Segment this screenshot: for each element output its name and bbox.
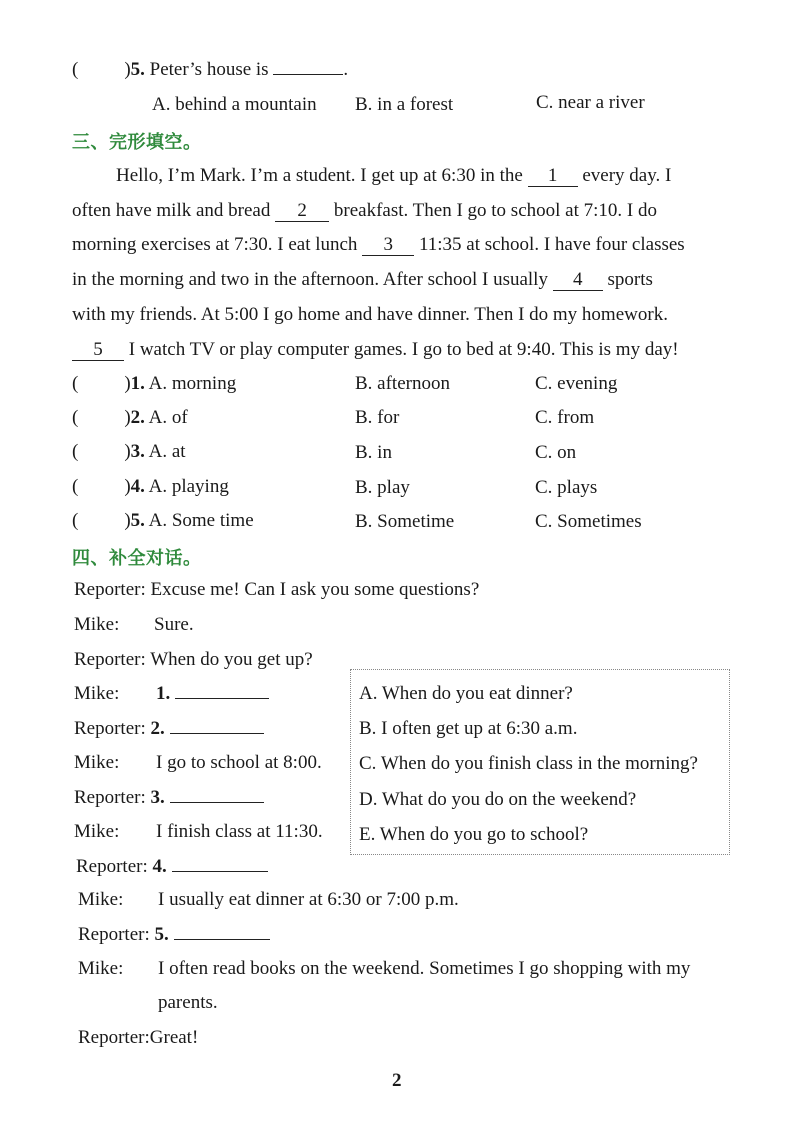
cloze-option-c: C. plays: [535, 477, 598, 498]
dialogue-line: Reporter: 2.: [74, 717, 264, 741]
dialogue-text: I finish class at 11:30.: [156, 821, 323, 842]
dialogue-text: I usually eat dinner at 6:30 or 7:00 p.m.: [158, 889, 459, 910]
passage-line-3: morning exercises at 7:30. I eat lunch 3 11:35 at school. I have four classes: [72, 234, 685, 255]
cloze-question-5: ( )5. A. Some time: [72, 510, 254, 531]
dialogue-line: Mike:: [78, 958, 124, 979]
answer-blank: [170, 802, 264, 803]
dialogue-text: Sure.: [154, 614, 194, 635]
dialogue-option-a: A. When do you eat dinner?: [359, 683, 573, 704]
question-text: Peter’s house is: [149, 59, 269, 80]
passage-line-6: 5 I watch TV or play computer games. I go to bed at 9:40. This is my day!: [72, 338, 679, 362]
passage-blank-3: 3: [362, 235, 414, 256]
dialogue-line: Mike:: [78, 889, 124, 910]
passage-line-4: in the morning and two in the afternoon. After school I usually 4 sports: [72, 269, 653, 290]
passage-blank-2: 2: [275, 201, 329, 222]
cloze-question-1: ( )1. A. morning: [72, 373, 237, 394]
option-b: B. in a forest: [355, 94, 454, 115]
cloze-option-c: C. from: [535, 407, 595, 428]
dialogue-text: I go to school at 8:00.: [156, 752, 322, 773]
dialogue-line: Mike:: [74, 683, 120, 704]
passage-blank-1: 1: [528, 166, 578, 187]
answer-blank: [174, 939, 270, 940]
cloze-option-b: B. for: [355, 407, 400, 428]
dialogue-line: Reporter: 3.: [74, 786, 264, 810]
dialogue-line: Mike:: [74, 821, 120, 842]
cloze-question-3: ( )3. A. at: [72, 441, 186, 462]
dialogue-line: Reporter: 4.: [76, 855, 268, 879]
answer-paren-open: (: [72, 59, 79, 80]
cloze-option-c: C. evening: [535, 373, 618, 394]
section-heading-dialogue: 四、补全对话。: [72, 548, 202, 569]
dialogue-line: Reporter: 5.: [78, 923, 270, 947]
answer-paren-close: ): [124, 59, 131, 80]
section-heading-cloze: 三、完形填空。: [72, 132, 202, 153]
answer-blank: [172, 871, 268, 872]
passage-line-2: often have milk and bread 2 breakfast. Then I go to school at 7:10. I do: [72, 200, 657, 221]
passage-line-5: with my friends. At 5:00 I go home and have dinner. Then I do my homework.: [72, 304, 668, 325]
dialogue-option-b: B. I often get up at 6:30 a.m.: [359, 718, 578, 739]
dialogue-line: Reporter: Excuse me! Can I ask you some questions?: [74, 579, 480, 600]
cloze-option-b: B. Sometime: [355, 511, 455, 532]
cloze-question-4: ( )4. A. playing: [72, 476, 229, 497]
answer-blank: [170, 733, 264, 734]
dialogue-blank-1: 1.: [156, 682, 269, 706]
answer-blank: [273, 74, 343, 75]
dialogue-line: Reporter: When do you get up?: [74, 649, 313, 670]
cloze-option-c: C. on: [535, 442, 577, 463]
cloze-option-b: B. afternoon: [355, 373, 450, 394]
dialogue-line: Mike:: [74, 752, 120, 773]
dialogue-line: Reporter:Great!: [78, 1027, 199, 1048]
dialogue-text: I often read books on the weekend. Sometimes I go shopping with my: [158, 958, 691, 979]
cloze-question-2: ( )2. A. of: [72, 407, 188, 428]
cloze-option-b: B. play: [355, 477, 410, 498]
dialogue-option-d: D. What do you do on the weekend?: [359, 789, 637, 810]
cloze-option-c: C. Sometimes: [535, 511, 642, 532]
question-5-stem: ( )5. Peter’s house is .: [72, 59, 349, 80]
page-number: 2: [392, 1070, 402, 1091]
cloze-option-b: B. in: [355, 442, 392, 463]
option-c: C. near a river: [536, 92, 645, 113]
passage-blank-5: 5: [72, 340, 124, 361]
question-number: 5.: [130, 59, 145, 80]
option-a: A. behind a mountain: [152, 94, 317, 115]
dialogue-option-c: C. When do you finish class in the morning?: [359, 753, 698, 774]
dialogue-option-e: E. When do you go to school?: [359, 824, 589, 845]
dialogue-line: Mike:: [74, 614, 120, 635]
dialogue-text-continued: parents.: [158, 992, 218, 1013]
passage-line-1: Hello, I’m Mark. I’m a student. I get up at 6:30 in the 1 every day. I: [116, 165, 672, 186]
answer-blank: [175, 698, 269, 699]
passage-blank-4: 4: [553, 270, 603, 291]
